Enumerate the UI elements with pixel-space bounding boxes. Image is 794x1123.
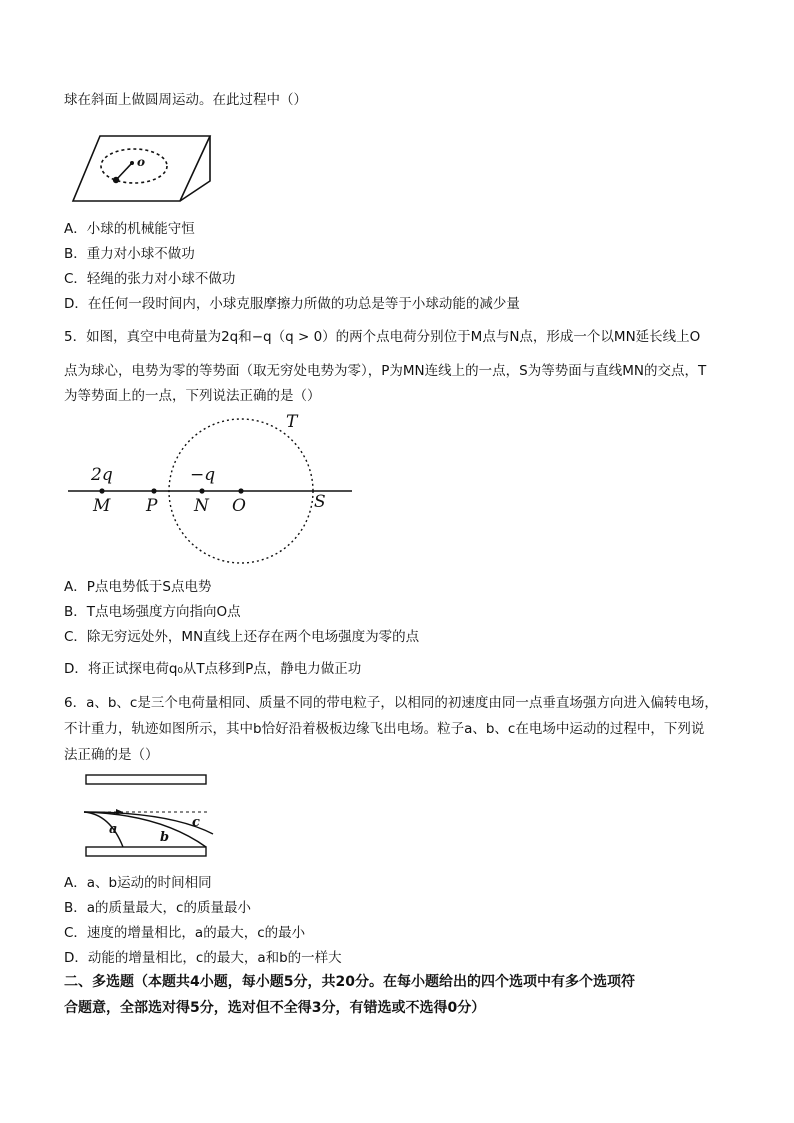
q6-option-d: D．动能的增量相比，c的最大，a和b的一样大: [64, 950, 342, 966]
entry-arrow: [116, 809, 123, 815]
circular-path: [101, 149, 167, 183]
label-m: M: [93, 496, 111, 516]
q5-option-d: D．将正试探电荷q₀从T点移到P点，静电力做正功: [64, 661, 362, 677]
upper-plate: [86, 775, 206, 784]
label-c: c: [192, 815, 200, 830]
equipotential-figure: [64, 410, 354, 570]
label-b: b: [160, 830, 170, 845]
rope-line: [116, 163, 132, 180]
lower-plate: [86, 847, 206, 856]
q5-stem-line-1: 5．如图，真空中电荷量为2q和−q（q > 0）的两个点电荷分别位于M点与N点，形成一个以MN延长线上O: [64, 329, 701, 345]
incline-circle-figure: [70, 126, 220, 206]
q6-option-a: A．a、b运动的时间相同: [64, 875, 212, 891]
q6-stem-line-2: 不计重力，轨迹如图所示，其中b恰好沿着极板边缘飞出电场。粒子a、b、c在电场中运动的过程中，下列说: [64, 721, 705, 737]
label-charge-n: −q: [190, 465, 216, 485]
q6-stem-line-1: 6．a、b、c是三个电荷量相同、质量不同的带电粒子，以相同的初速度由同一点垂直场强方向进入偏转电场，: [64, 695, 718, 711]
label-t: T: [286, 412, 298, 432]
center-label: o: [137, 155, 146, 169]
q6-option-b: B．a的质量最大，c的质量最小: [64, 900, 251, 916]
label-p: P: [146, 496, 158, 516]
q6-option-c: C．速度的增量相比，a的最大，c的最小: [64, 925, 306, 941]
q5-option-b: B．T点电场强度方向指向O点: [64, 604, 241, 620]
q4-stem: 球在斜面上做圆周运动。在此过程中（）: [64, 92, 307, 108]
q5-option-a: A．P点电势低于S点电势: [64, 579, 212, 595]
q4-option-d: D．在任何一段时间内，小球克服摩擦力所做的功总是等于小球动能的减少量: [64, 296, 520, 312]
label-a: a: [109, 822, 118, 837]
label-n: N: [194, 496, 209, 516]
trajectory-b: [84, 812, 206, 847]
ball-dot: [113, 177, 119, 183]
q5-stem-line-3: 为等势面上的一点，下列说法正确的是（）: [64, 388, 321, 404]
deflection-field-figure: [78, 770, 218, 862]
section-2-heading-line-2: 合题意，全部选对得5分，选对但不全得3分，有错选或不选得0分）: [64, 1000, 486, 1016]
point-p-dot: [151, 488, 156, 493]
label-o: O: [232, 496, 246, 516]
center-dot: [130, 161, 134, 165]
q4-option-b: B．重力对小球不做功: [64, 246, 195, 262]
q4-option-c: C．轻绳的张力对小球不做功: [64, 271, 236, 287]
q6-stem-line-3: 法正确的是（）: [64, 747, 159, 763]
q4-option-a: A．小球的机械能守恒: [64, 221, 195, 237]
point-n-dot: [199, 488, 204, 493]
q5-stem-line-2: 点为球心，电势为零的等势面（取无穷处电势为零），P为MN连线上的一点，S为等势面与直线MN的交点，T: [64, 363, 707, 379]
point-m-dot: [99, 488, 104, 493]
point-o-dot: [238, 488, 243, 493]
label-charge-m: 2q: [91, 465, 113, 485]
label-s: S: [314, 492, 326, 512]
section-2-heading-line-1: 二、多选题（本题共4小题，每小题5分，共20分。在每小题给出的四个选项中有多个选项符: [64, 974, 635, 990]
q5-option-c: C．除无穷远处外，MN直线上还存在两个电场强度为零的点: [64, 629, 420, 645]
